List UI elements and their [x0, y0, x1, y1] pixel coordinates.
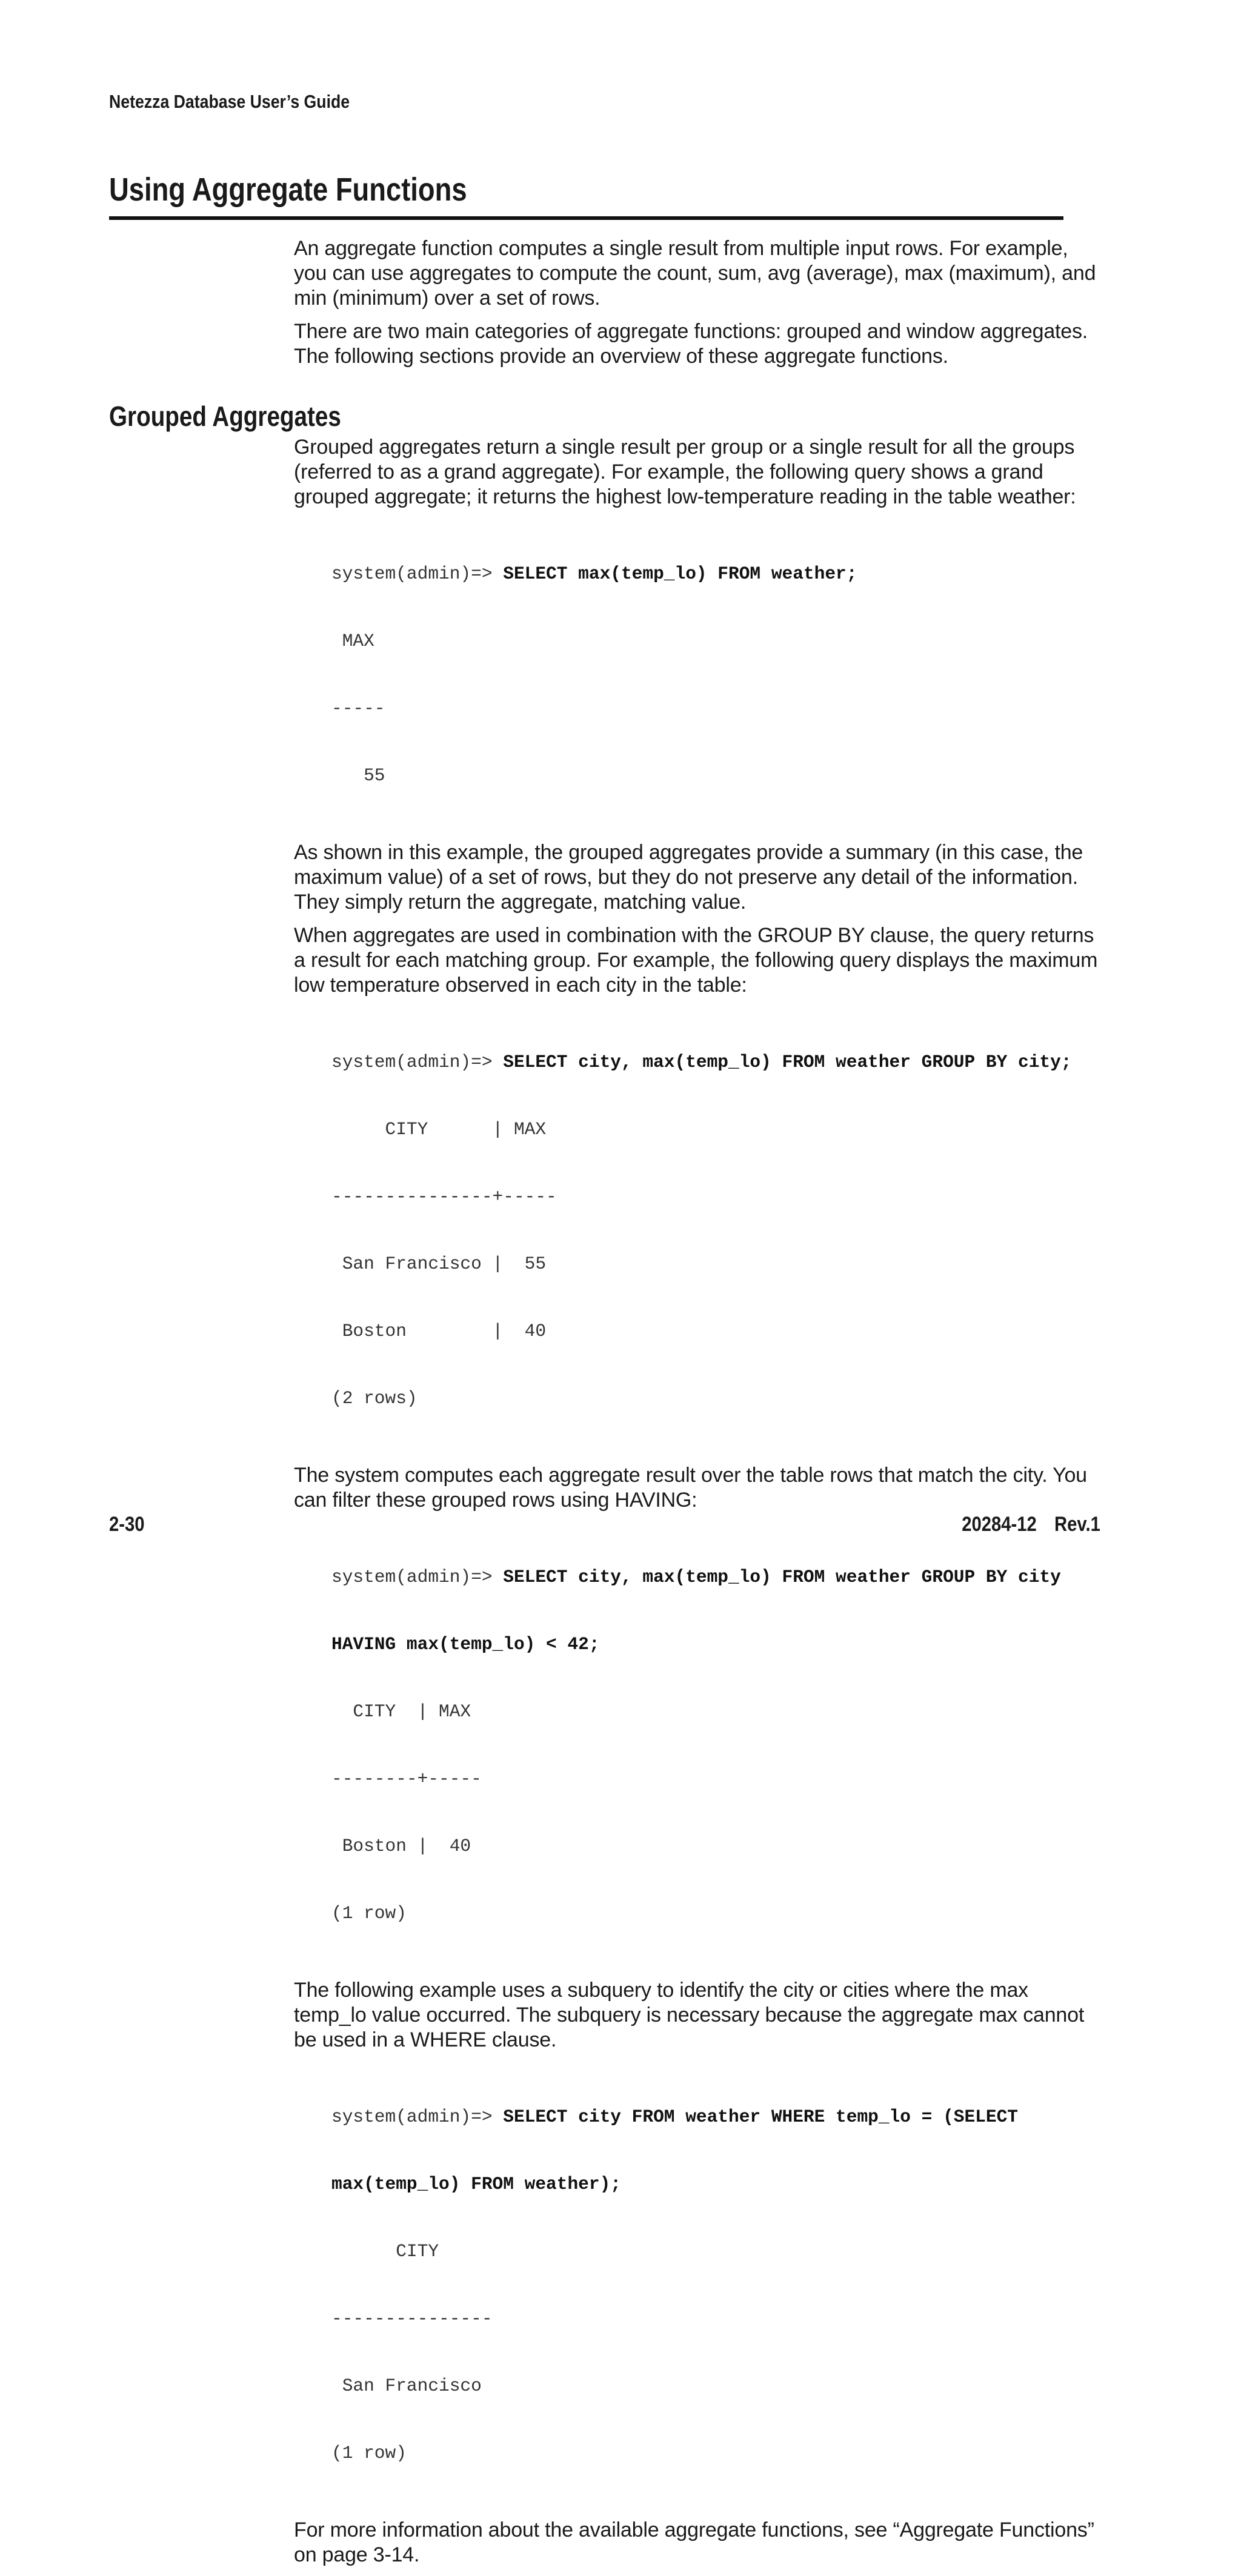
code-output-line: MAX — [331, 631, 374, 651]
section-paragraph-4: The system computes each aggregate result over the table rows that match the city. You can filter these grouped rows using HAVING: — [294, 1464, 1087, 1512]
code-command: SELECT city FROM weather WHERE temp_lo = (SELECT — [503, 2106, 1018, 2127]
code-prompt: system(admin)=> — [331, 2106, 504, 2127]
code-command-line — [331, 563, 1100, 585]
section-paragraph-6: For more information about the available aggregate functions, see “Aggregate Functions” on page 3-14. — [294, 2518, 1094, 2566]
code-output-line: (1 row) — [331, 1903, 407, 1924]
code-output-line: ----- — [331, 698, 385, 719]
section-paragraph-1: Grouped aggregates return a single result per group or a single result for all the groups (referred to as a grand aggregate). For example, the following query shows a grand grouped aggregate; it returns the highest low-temperature reading in the table weather: — [294, 436, 1076, 508]
code-command: max(temp_lo) FROM weather); — [331, 2174, 621, 2194]
code-prompt: system(admin)=> — [331, 563, 504, 584]
code-output-line: 55 — [331, 765, 385, 786]
code-command: SELECT max(temp_lo) FROM weather; — [503, 563, 857, 584]
code-example-1 — [331, 518, 1100, 832]
code-prompt: system(admin)=> — [331, 1052, 504, 1072]
code-output-line: San Francisco — [331, 2375, 482, 2396]
section-paragraph-5: The following example uses a subquery to identify the city or cities where the max temp_lo value occurred. The subquery is necessary because the aggregate max cannot be used in a WHERE clause. — [294, 1979, 1085, 2051]
code-command: SELECT city, max(temp_lo) FROM weather GROUP BY city — [503, 1567, 1061, 1587]
document-number: 20284-12 — [962, 1513, 1037, 1536]
page-number: 2-30 — [109, 1513, 145, 1536]
code-command-line — [331, 1051, 1100, 1074]
code-output-line: (2 rows) — [331, 1388, 418, 1409]
section-paragraph-2: As shown in this example, the grouped aggregates provide a summary (in this case, the maximum value) of a set of rows, but they do not preserve any detail of the information. They simply return the aggregate, matching value. — [294, 841, 1083, 914]
intro-block — [294, 236, 1100, 377]
code-example-2 — [331, 1006, 1100, 1455]
code-example-4 — [331, 2061, 1100, 2509]
code-output-line: (1 row) — [331, 2443, 407, 2463]
chapter-title: Using Aggregate Functions — [109, 171, 467, 208]
intro-paragraph-1: An aggregate function computes a single result from multiple input rows. For example, you can use aggregates to compute the count, sum, avg (average), max (maximum), and min (minimum) over a set of rows. — [294, 237, 1096, 310]
code-command-line — [331, 1633, 1100, 1656]
section-title: Grouped Aggregates — [109, 400, 341, 432]
intro-paragraph-2: There are two main categories of aggregate functions: grouped and window aggregates. The following sections provide an overview of these aggregate functions. — [294, 320, 1088, 368]
code-command: SELECT city, max(temp_lo) FROM weather GROUP BY city; — [503, 1052, 1072, 1072]
document-revision — [962, 1513, 1100, 1536]
code-output-line: Boston | 40 — [331, 1836, 471, 1856]
title-rule — [109, 216, 1063, 220]
code-output-line: --------+----- — [331, 1768, 482, 1789]
running-header: Netezza Database User’s Guide — [109, 91, 350, 112]
revision-label: Rev.1 — [1054, 1513, 1100, 1536]
code-prompt: system(admin)=> — [331, 1567, 504, 1587]
code-output-line: --------------- — [331, 2308, 493, 2329]
code-output-line: CITY — [331, 2241, 439, 2262]
code-command-line — [331, 2173, 1100, 2196]
code-output-line: San Francisco | 55 — [331, 1253, 547, 1274]
section-body — [294, 435, 1100, 2576]
code-command-line — [331, 1566, 1100, 1588]
section-paragraph-3: When aggregates are used in combination with the GROUP BY clause, the query returns a result for each matching group. For example, the following query displays the maximum low temperature observed in each city in the table: — [294, 924, 1098, 997]
code-output-line: CITY | MAX — [331, 1701, 471, 1722]
code-output-line: CITY | MAX — [331, 1119, 547, 1140]
code-command-line — [331, 2106, 1100, 2128]
code-example-3 — [331, 1521, 1100, 1970]
code-output-line: ---------------+----- — [331, 1186, 557, 1207]
code-command: HAVING max(temp_lo) < 42; — [331, 1634, 600, 1655]
code-output-line: Boston | 40 — [331, 1321, 547, 1341]
